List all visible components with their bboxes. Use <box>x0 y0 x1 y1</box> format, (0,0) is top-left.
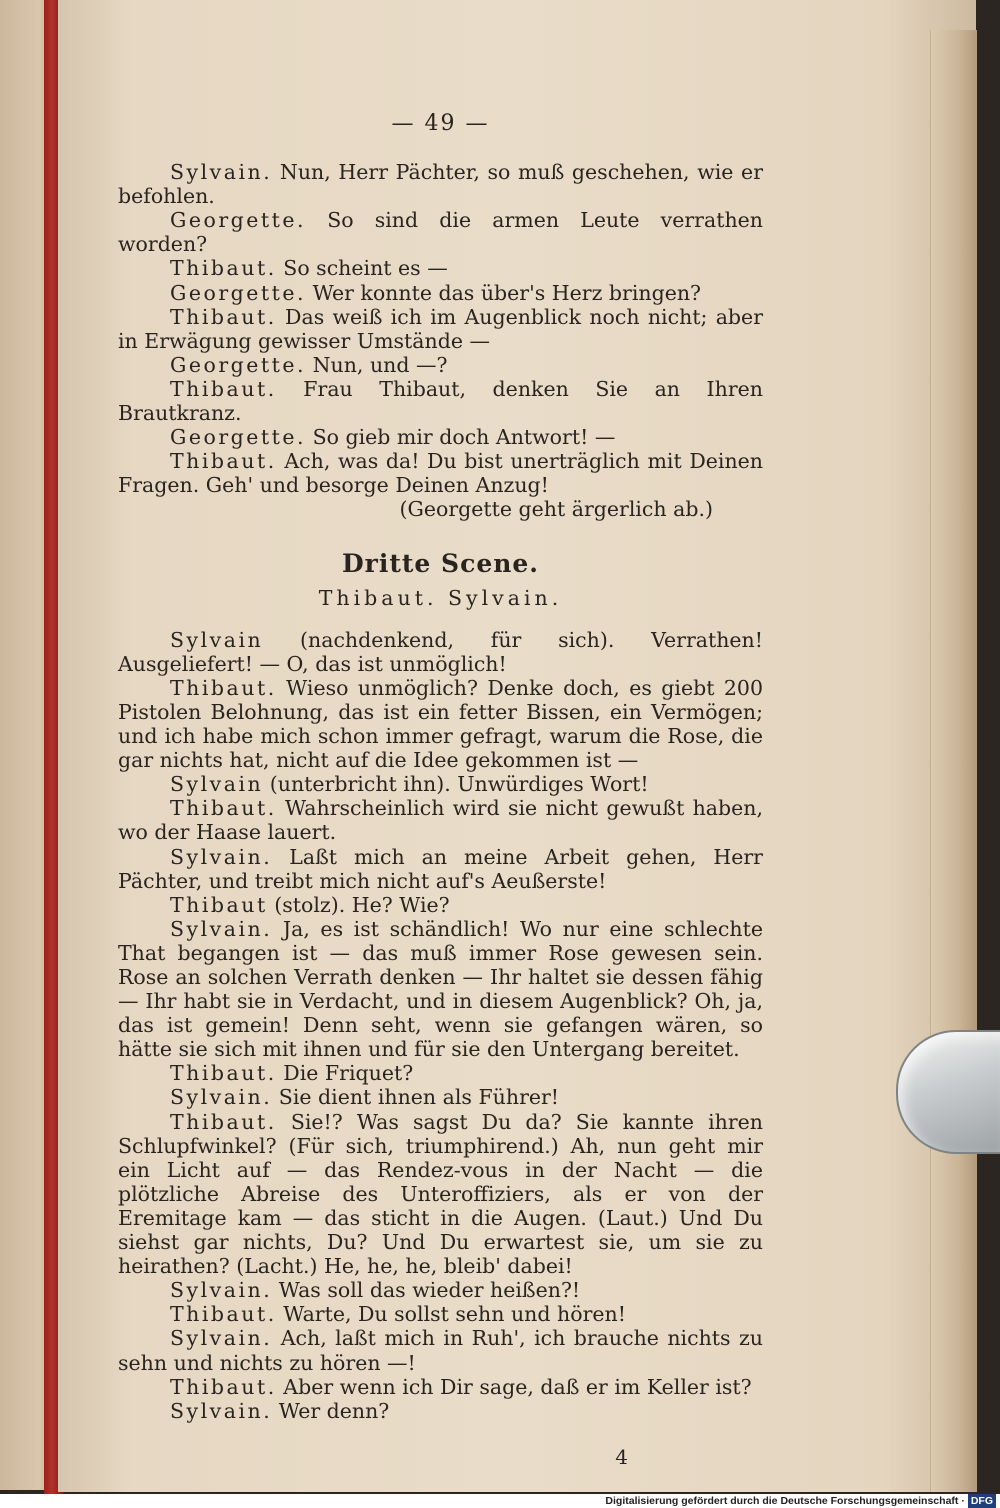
speaker-name: Sylvain. <box>170 1278 273 1303</box>
dialogue-line <box>118 377 763 425</box>
speaker-name: Sylvain. <box>170 916 273 941</box>
dialogue-text: Wer denn? <box>278 1398 390 1423</box>
dialogue-line <box>118 1110 763 1279</box>
dialogue-line <box>118 772 763 796</box>
speaker-name: Sylvain. <box>170 844 273 869</box>
dialogue-text: (nachdenkend, für sich). Verrathen! Ausgeliefert! — O, das ist unmöglich! <box>118 627 763 676</box>
dialogue-text: Frau Thibaut, denken Sie an Ihren Brautkranz. <box>118 376 763 426</box>
speaker-name: Thibaut. <box>170 1109 277 1134</box>
speaker-name: Thibaut. <box>170 1302 277 1327</box>
dialogue-line <box>118 1326 763 1374</box>
scene-characters: Thibaut. Sylvain. <box>318 585 563 610</box>
dialogue-line <box>118 256 763 280</box>
dialogue-line <box>118 1375 763 1399</box>
dialogue-text: Wahrscheinlich wird sie nicht gewußt haben, wo der Haase lauert. <box>118 796 763 845</box>
dfg-logo-icon: DFG <box>968 1494 996 1508</box>
dialogue-text: Ja, es ist schändlich! Wo nur eine schlechte That begangen ist — das muß immer Rose gewesen sein. Rose an solchen Verrath denken — Ihr haltet sie dessen fähig — Ihr habt sie in Verdacht, und in diesem Augenblick? Oh, ja, das ist gemein! Denn seht, wenn sie gefangen wären, so hätte sie sich mit ihnen und für sie den Untergang bereitet. <box>118 916 763 1062</box>
speaker-name: Georgette. <box>170 280 307 305</box>
dialogue-line <box>118 796 763 844</box>
speaker-name: Sylvain. <box>170 1326 273 1351</box>
dialogue-line <box>118 628 763 676</box>
speaker-name: Thibaut. <box>170 449 277 474</box>
dialogue-line <box>118 893 763 917</box>
dialogue-text: (stolz). He? Wie? <box>274 892 450 917</box>
dialogue-line <box>118 1061 763 1085</box>
dialogue-text: Wer konnte das über's Herz bringen? <box>312 280 702 305</box>
speaker-name: Thibaut. <box>170 256 277 281</box>
digitization-footer <box>0 1494 1000 1508</box>
footer-text: Digitalisierung gefördert durch die Deutsche Forschungsgemeinschaft <box>605 1495 959 1507</box>
dialogue-text: Wieso unmöglich? Denke doch, es giebt 200 Pistolen Belohnung, das ist ein fetter Bissen, ein Vermögen; und ich habe mich schon immer gefragt, warum die Rose, die gar nichts hat, nicht auf die Idee gekommen ist — <box>118 675 763 773</box>
dialogue-line <box>118 281 763 305</box>
page-stack-edge <box>930 30 977 1492</box>
dialogue-text: So sind die armen Leute verrathen worden? <box>118 208 763 257</box>
speaker-name: Thibaut. <box>170 1374 277 1399</box>
dialogue-text: Sie!? Was sagst Du da? Sie kannte ihren Schlupfwinkel? (Für sich, triumphirend.) Ah, nun geht mir ein Licht auf — das Rendez-vous in der Nacht — die plötzliche Abreise des Unteroffiziers, als er von der Eremitage kam — das sticht in die Augen. (Laut.) Und Du siehst gar nichts, Du? Und Du erwartest sie, um sie zu heirathen? (Lacht.) He, he, he, bleib' dabei! <box>118 1109 763 1279</box>
speaker-name: Sylvain <box>170 772 264 797</box>
dialogue-text: Nun, und —? <box>312 352 448 377</box>
speaker-name: Georgette. <box>170 425 307 450</box>
dialogue-line <box>118 305 763 353</box>
dialogue-line <box>118 1399 763 1423</box>
footer-separator: · <box>961 1495 965 1507</box>
dialogue-line <box>118 1278 763 1302</box>
dialogue-line <box>118 917 763 1062</box>
dialogue-text: Laßt mich an meine Arbeit gehen, Herr Pächter, und treibt mich nicht auf's Aeußerste! <box>118 844 763 893</box>
stage-direction: (Georgette geht ärgerlich ab.) <box>399 497 713 522</box>
dialogue-text: Nun, Herr Pächter, so muß geschehen, wie er befohlen. <box>118 160 763 209</box>
dialogue-text: Die Friquet? <box>283 1061 414 1086</box>
speaker-name: Sylvain. <box>170 160 273 185</box>
dialogue-line <box>118 449 763 497</box>
dialogue-line <box>118 425 763 449</box>
dialogue-text: Ach, laßt mich in Ruh', ich brauche nichts zu sehn und nichts zu hören —! <box>118 1326 763 1375</box>
speaker-name: Sylvain <box>170 627 264 652</box>
dialogue-line <box>118 353 763 377</box>
speaker-name: Georgette. <box>170 208 307 233</box>
speaker-name: Thibaut <box>170 892 268 917</box>
page-text <box>118 112 763 1469</box>
dialogue-text: Das weiß ich im Augenblick noch nicht; aber in Erwägung gewisser Umstände — <box>118 304 763 353</box>
page-number: — 49 — <box>391 111 490 136</box>
dialogue-text: Sie dient ihnen als Führer! <box>278 1085 560 1110</box>
dialogue-text: So gieb mir doch Antwort! — <box>312 425 616 450</box>
signature-mark: 4 <box>615 1444 628 1469</box>
dialogue-line <box>118 1302 763 1326</box>
dialogue-line <box>118 1085 763 1109</box>
dialogue-text: Was soll das wieder heißen?! <box>278 1278 581 1303</box>
speaker-name: Thibaut. <box>170 1061 277 1086</box>
speaker-name: Thibaut. <box>170 376 277 401</box>
dialogue-text: Warte, Du sollst sehn und hören! <box>283 1302 626 1327</box>
page-clip-icon <box>896 1030 1000 1154</box>
dialogue-text: Aber wenn ich Dir sage, daß er im Keller ist? <box>283 1374 752 1399</box>
speaker-name: Thibaut. <box>170 304 277 329</box>
speaker-name: Sylvain. <box>170 1398 273 1423</box>
speaker-name: Thibaut. <box>170 796 277 821</box>
dialogue-line <box>118 160 763 208</box>
dialogue-line <box>118 208 763 256</box>
dialogue-text: Ach, was da! Du bist unerträglich mit Deinen Fragen. Geh' und besorge Deinen Anzug! <box>118 449 763 498</box>
dialogue-text: So scheint es — <box>283 256 448 281</box>
speaker-name: Thibaut. <box>170 675 277 700</box>
dialogue-line <box>118 676 763 772</box>
dialogue-line <box>118 845 763 893</box>
dialogue-text: (unterbricht ihn). Unwürdiges Wort! <box>269 772 649 797</box>
speaker-name: Georgette. <box>170 352 307 377</box>
speaker-name: Sylvain. <box>170 1085 273 1110</box>
scene-title: Dritte Scene. <box>341 548 540 578</box>
